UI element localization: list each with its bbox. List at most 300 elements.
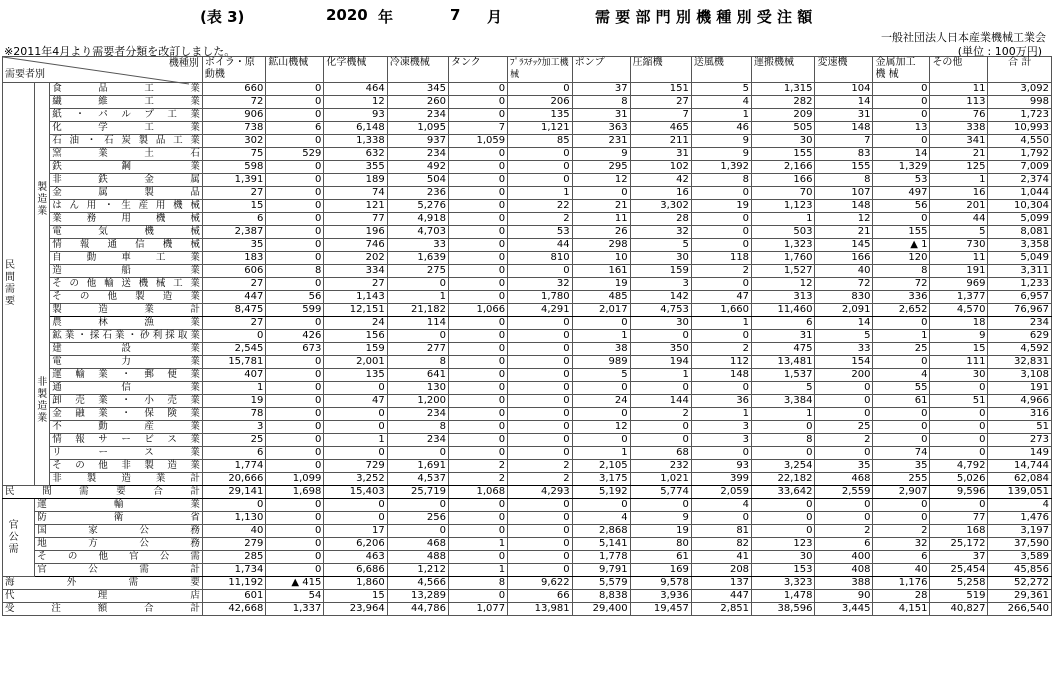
value-cell: 1 xyxy=(324,434,387,447)
value-cell: 1 xyxy=(691,408,751,421)
value-cell: 139,051 xyxy=(988,486,1052,499)
value-cell: 40,827 xyxy=(930,603,988,616)
table-row xyxy=(3,577,1052,590)
table-row xyxy=(3,135,1052,148)
value-cell: 426 xyxy=(266,330,324,343)
value-cell: 6 xyxy=(202,447,265,460)
value-cell: 4,753 xyxy=(630,304,691,317)
value-cell: 15 xyxy=(930,343,988,356)
value-cell: 5,141 xyxy=(572,538,630,551)
value-cell: 3,252 xyxy=(324,473,387,486)
value-cell: 0 xyxy=(266,395,324,408)
value-cell: 93 xyxy=(691,460,751,473)
value-cell: 399 xyxy=(691,473,751,486)
value-cell: 25,719 xyxy=(387,486,448,499)
value-cell: 0 xyxy=(324,382,387,395)
value-cell: 1 xyxy=(572,447,630,460)
value-cell: 36 xyxy=(691,395,751,408)
value-cell: 0 xyxy=(873,109,930,122)
value-cell: 255 xyxy=(873,473,930,486)
value-cell: 464 xyxy=(324,83,387,96)
value-cell: 3,175 xyxy=(572,473,630,486)
value-cell: 159 xyxy=(630,265,691,278)
value-cell: 1 xyxy=(449,538,508,551)
col-header: ﾌﾟﾗｽﾁｯｸ加工機械 xyxy=(508,57,572,83)
value-cell: 1,778 xyxy=(572,551,630,564)
value-cell: 3,302 xyxy=(630,200,691,213)
value-cell: 313 xyxy=(752,291,815,304)
row-label: 繊維工業 xyxy=(50,96,203,109)
value-cell: 202 xyxy=(324,252,387,265)
value-cell: 35 xyxy=(873,460,930,473)
row-label: 通信業 xyxy=(50,382,203,395)
value-cell: 85 xyxy=(508,135,572,148)
value-cell: 0 xyxy=(266,252,324,265)
value-cell: 5,049 xyxy=(988,252,1052,265)
value-cell: 8 xyxy=(572,96,630,109)
value-cell: 1,337 xyxy=(266,603,324,616)
value-cell: 0 xyxy=(266,187,324,200)
value-cell: 9 xyxy=(630,512,691,525)
value-cell: 148 xyxy=(691,369,751,382)
value-cell: 1,760 xyxy=(752,252,815,265)
table-row xyxy=(3,265,1052,278)
value-cell: 0 xyxy=(691,239,751,252)
value-cell: 0 xyxy=(815,382,873,395)
row-label: 情報サービス業 xyxy=(50,434,203,447)
value-cell: 35 xyxy=(815,460,873,473)
report-year: 2020 xyxy=(326,6,368,24)
row-label: 民間需要合計 xyxy=(3,486,203,499)
value-cell: 0 xyxy=(630,499,691,512)
value-cell: 12 xyxy=(324,96,387,109)
value-cell: 155 xyxy=(815,161,873,174)
value-cell: 0 xyxy=(449,408,508,421)
value-cell: 9 xyxy=(930,330,988,343)
col-header: 運搬機械 xyxy=(752,57,815,83)
table-row xyxy=(3,161,1052,174)
value-cell: 32 xyxy=(630,226,691,239)
value-cell: 1,066 xyxy=(449,304,508,317)
organization-name: 一般社団法人日本産業機械工業会 xyxy=(881,31,1046,44)
col-header: ポンプ xyxy=(572,57,630,83)
col-header: 変速機 xyxy=(815,57,873,83)
value-cell: 0 xyxy=(324,499,387,512)
value-cell: 0 xyxy=(691,512,751,525)
value-cell: 0 xyxy=(266,499,324,512)
value-cell: 0 xyxy=(508,356,572,369)
value-cell: 1 xyxy=(572,330,630,343)
value-cell: 3,384 xyxy=(752,395,815,408)
value-cell: 13 xyxy=(873,122,930,135)
table-row xyxy=(3,564,1052,577)
row-label: 電気機械 xyxy=(50,226,203,239)
value-cell: 14 xyxy=(815,96,873,109)
value-cell: 746 xyxy=(324,239,387,252)
value-cell: 2 xyxy=(449,473,508,486)
value-cell: 256 xyxy=(387,512,448,525)
group-label-manufacturing: 製 造 業 xyxy=(35,83,50,317)
value-cell: 14 xyxy=(815,317,873,330)
value-cell: 0 xyxy=(873,512,930,525)
value-cell: 0 xyxy=(691,213,751,226)
value-cell: 0 xyxy=(572,317,630,330)
value-cell: 1,639 xyxy=(387,252,448,265)
value-cell: 12 xyxy=(752,278,815,291)
table-row xyxy=(3,291,1052,304)
value-cell: 0 xyxy=(508,174,572,187)
value-cell: 0 xyxy=(873,83,930,96)
value-cell: 0 xyxy=(508,317,572,330)
value-cell: 529 xyxy=(266,148,324,161)
value-cell: 111 xyxy=(930,356,988,369)
value-cell: 27 xyxy=(202,278,265,291)
value-cell: 1 xyxy=(930,174,988,187)
value-cell: 166 xyxy=(815,252,873,265)
value-cell: 0 xyxy=(630,434,691,447)
value-cell: 0 xyxy=(387,330,448,343)
value-cell: 302 xyxy=(202,135,265,148)
value-cell: 19 xyxy=(630,525,691,538)
value-cell: 0 xyxy=(630,421,691,434)
value-cell: 0 xyxy=(752,499,815,512)
value-cell: 72 xyxy=(873,278,930,291)
value-cell: 505 xyxy=(752,122,815,135)
value-cell: 0 xyxy=(266,213,324,226)
value-cell: 4 xyxy=(988,499,1052,512)
value-cell: 4,592 xyxy=(988,343,1052,356)
row-label: 官公需計 xyxy=(35,564,203,577)
value-cell: 154 xyxy=(815,356,873,369)
corner-cell xyxy=(3,57,203,83)
report-header xyxy=(0,6,1054,28)
value-cell: 1,200 xyxy=(387,395,448,408)
value-cell: 27 xyxy=(202,317,265,330)
row-label: 代理店 xyxy=(3,590,203,603)
value-cell: 155 xyxy=(873,226,930,239)
value-cell: 4 xyxy=(873,369,930,382)
value-cell: 1 xyxy=(752,213,815,226)
value-cell: 13,981 xyxy=(508,603,572,616)
value-cell: 33 xyxy=(815,343,873,356)
value-cell: 0 xyxy=(752,447,815,460)
value-cell: 0 xyxy=(508,343,572,356)
value-cell: 4,293 xyxy=(508,486,572,499)
value-cell: 0 xyxy=(815,512,873,525)
value-cell: 0 xyxy=(202,499,265,512)
value-cell: 0 xyxy=(266,408,324,421)
row-label: 金融業・保険業 xyxy=(50,408,203,421)
value-cell: 0 xyxy=(815,408,873,421)
table-row xyxy=(3,538,1052,551)
value-cell: 0 xyxy=(873,213,930,226)
value-cell: 90 xyxy=(815,590,873,603)
value-cell: 25 xyxy=(815,421,873,434)
value-cell: 3,108 xyxy=(988,369,1052,382)
value-cell: 12 xyxy=(572,174,630,187)
table-row xyxy=(3,356,1052,369)
value-cell: 0 xyxy=(387,447,448,460)
value-cell: 0 xyxy=(449,265,508,278)
value-cell: 5,258 xyxy=(930,577,988,590)
col-header: 冷凍機械 xyxy=(387,57,448,83)
value-cell: 56 xyxy=(873,200,930,213)
value-cell: 9,622 xyxy=(508,577,572,590)
value-cell: 0 xyxy=(449,343,508,356)
table-row xyxy=(3,213,1052,226)
value-cell: 148 xyxy=(815,200,873,213)
value-cell: 151 xyxy=(630,83,691,96)
value-cell: 0 xyxy=(266,525,324,538)
value-cell: 70 xyxy=(752,187,815,200)
value-cell: 0 xyxy=(324,512,387,525)
value-cell: 3 xyxy=(691,434,751,447)
value-cell: 32 xyxy=(508,278,572,291)
col-header: その他 xyxy=(930,57,988,83)
value-cell: 2,374 xyxy=(988,174,1052,187)
row-label: 防衛省 xyxy=(35,512,203,525)
orders-table xyxy=(2,56,1052,616)
value-cell: 3,311 xyxy=(988,265,1052,278)
value-cell: 447 xyxy=(691,590,751,603)
value-cell: ▲ 1 xyxy=(873,239,930,252)
value-cell: 1,077 xyxy=(449,603,508,616)
unit-label: (単位 : 100万円) xyxy=(957,45,1042,58)
value-cell: 135 xyxy=(324,369,387,382)
value-cell: 0 xyxy=(691,330,751,343)
table-row xyxy=(3,473,1052,486)
value-cell: 1 xyxy=(691,109,751,122)
value-cell: 0 xyxy=(449,96,508,109)
value-cell: 0 xyxy=(266,382,324,395)
value-cell: 1,660 xyxy=(691,304,751,317)
value-cell: 0 xyxy=(449,226,508,239)
value-cell: 4,566 xyxy=(387,577,448,590)
value-cell: 11,460 xyxy=(752,304,815,317)
value-cell: 9,596 xyxy=(930,486,988,499)
value-cell: 400 xyxy=(815,551,873,564)
value-cell: 830 xyxy=(815,291,873,304)
value-cell: 0 xyxy=(449,434,508,447)
value-cell: 22,182 xyxy=(752,473,815,486)
value-cell: 275 xyxy=(387,265,448,278)
value-cell: 113 xyxy=(930,96,988,109)
value-cell: 0 xyxy=(691,226,751,239)
value-cell: 11 xyxy=(930,83,988,96)
row-label: 業務用機械 xyxy=(50,213,203,226)
value-cell: 18 xyxy=(930,317,988,330)
value-cell: 341 xyxy=(930,135,988,148)
value-cell: 11 xyxy=(930,252,988,265)
value-cell: 1,323 xyxy=(752,239,815,252)
value-cell: 0 xyxy=(508,525,572,538)
row-label: その他輸送機械工業 xyxy=(50,278,203,291)
row-label: 受注額合計 xyxy=(3,603,203,616)
value-cell: 40 xyxy=(202,525,265,538)
value-cell: 7 xyxy=(815,135,873,148)
table-row xyxy=(3,369,1052,382)
value-cell: 4,570 xyxy=(930,304,988,317)
value-cell: 0 xyxy=(266,421,324,434)
value-cell: 0 xyxy=(387,525,448,538)
value-cell: 19,457 xyxy=(630,603,691,616)
value-cell: 0 xyxy=(266,109,324,122)
value-cell: 4 xyxy=(691,96,751,109)
value-cell: 0 xyxy=(266,278,324,291)
value-cell: 25,454 xyxy=(930,564,988,577)
value-cell: 0 xyxy=(266,551,324,564)
value-cell: 16 xyxy=(630,187,691,200)
value-cell: 61 xyxy=(873,395,930,408)
value-cell: 0 xyxy=(266,200,324,213)
value-cell: 0 xyxy=(572,434,630,447)
value-cell: 0 xyxy=(752,421,815,434)
table-row xyxy=(3,174,1052,187)
value-cell: 4,151 xyxy=(873,603,930,616)
value-cell: 26 xyxy=(572,226,630,239)
value-cell: 31 xyxy=(572,109,630,122)
value-cell: 4,550 xyxy=(988,135,1052,148)
value-cell: 4 xyxy=(691,499,751,512)
table-row xyxy=(3,421,1052,434)
value-cell: 1,099 xyxy=(266,473,324,486)
value-cell: 0 xyxy=(508,148,572,161)
value-cell: 28 xyxy=(873,590,930,603)
value-cell: 51 xyxy=(988,421,1052,434)
value-cell: 0 xyxy=(324,421,387,434)
table-row xyxy=(3,122,1052,135)
value-cell: 0 xyxy=(449,369,508,382)
value-cell: 0 xyxy=(508,434,572,447)
value-cell: 363 xyxy=(572,122,630,135)
value-cell: 25,172 xyxy=(930,538,988,551)
value-cell: 316 xyxy=(988,408,1052,421)
col-header: 化学機械 xyxy=(324,57,387,83)
value-cell: 0 xyxy=(266,83,324,96)
value-cell: 15 xyxy=(202,200,265,213)
value-cell: 1 xyxy=(630,369,691,382)
table-row xyxy=(3,525,1052,538)
value-cell: 2 xyxy=(630,408,691,421)
value-cell: 468 xyxy=(387,538,448,551)
value-cell: 21 xyxy=(572,200,630,213)
value-cell: 0 xyxy=(508,447,572,460)
value-cell: 1,537 xyxy=(752,369,815,382)
value-cell: 6,957 xyxy=(988,291,1052,304)
value-cell: 0 xyxy=(508,369,572,382)
value-cell: 1,792 xyxy=(988,148,1052,161)
value-cell: 14 xyxy=(873,148,930,161)
row-label: 運輸業・郵便業 xyxy=(50,369,203,382)
value-cell: 0 xyxy=(930,382,988,395)
value-cell: 53 xyxy=(873,174,930,187)
row-label: 電力業 xyxy=(50,356,203,369)
value-cell: 6,148 xyxy=(324,122,387,135)
value-cell: 388 xyxy=(815,577,873,590)
value-cell: 137 xyxy=(691,577,751,590)
value-cell: 104 xyxy=(815,83,873,96)
value-cell: 488 xyxy=(387,551,448,564)
table-row xyxy=(3,551,1052,564)
value-cell: 0 xyxy=(930,421,988,434)
value-cell: 19 xyxy=(691,200,751,213)
value-cell: 0 xyxy=(449,278,508,291)
value-cell: 503 xyxy=(752,226,815,239)
value-cell: 1,059 xyxy=(449,135,508,148)
value-cell: 1,068 xyxy=(449,486,508,499)
value-cell: 0 xyxy=(266,564,324,577)
value-cell: 0 xyxy=(873,317,930,330)
value-cell: 130 xyxy=(387,382,448,395)
value-cell: 66 xyxy=(508,590,572,603)
value-cell: 673 xyxy=(266,343,324,356)
value-cell: 3,936 xyxy=(630,590,691,603)
value-cell: 1 xyxy=(691,317,751,330)
value-cell: 2 xyxy=(873,525,930,538)
value-cell: 53 xyxy=(508,226,572,239)
value-cell: 0 xyxy=(387,278,448,291)
value-cell: 40 xyxy=(873,564,930,577)
value-cell: 738 xyxy=(202,122,265,135)
value-cell: 447 xyxy=(202,291,265,304)
value-cell: 641 xyxy=(387,369,448,382)
row-label: 建設業 xyxy=(50,343,203,356)
value-cell: 0 xyxy=(266,226,324,239)
value-cell: 0 xyxy=(752,512,815,525)
value-cell: 468 xyxy=(815,473,873,486)
table-row xyxy=(3,408,1052,421)
value-cell: 42 xyxy=(630,174,691,187)
value-cell: 334 xyxy=(324,265,387,278)
value-cell: 969 xyxy=(930,278,988,291)
value-cell: 11 xyxy=(572,213,630,226)
value-cell: 231 xyxy=(572,135,630,148)
table-row xyxy=(3,512,1052,525)
value-cell: 211 xyxy=(630,135,691,148)
value-cell: 1,774 xyxy=(202,460,265,473)
value-cell: 0 xyxy=(449,330,508,343)
header-row xyxy=(3,57,1052,83)
value-cell: 345 xyxy=(387,83,448,96)
table-number: (表 3) xyxy=(200,8,245,26)
value-cell: 30 xyxy=(630,252,691,265)
value-cell: 44,786 xyxy=(387,603,448,616)
col-header: 圧縮機 xyxy=(630,57,691,83)
value-cell: 30 xyxy=(752,551,815,564)
report-title: 需 要 部 門 別 機 種 別 受 注 額 xyxy=(595,8,813,26)
value-cell: 497 xyxy=(873,187,930,200)
value-cell: 0 xyxy=(508,538,572,551)
value-cell: 1,392 xyxy=(691,161,751,174)
value-cell: 13,481 xyxy=(752,356,815,369)
value-cell: 13,289 xyxy=(387,590,448,603)
value-cell: 1,723 xyxy=(988,109,1052,122)
col-header: 送風機 xyxy=(691,57,751,83)
value-cell: 336 xyxy=(873,291,930,304)
value-cell: 355 xyxy=(324,161,387,174)
value-cell: 234 xyxy=(387,408,448,421)
value-cell: 123 xyxy=(752,538,815,551)
row-label: 国家公務 xyxy=(35,525,203,538)
value-cell: 44 xyxy=(508,239,572,252)
value-cell: 0 xyxy=(449,317,508,330)
value-cell: 1,698 xyxy=(266,486,324,499)
table-row xyxy=(3,434,1052,447)
value-cell: 4,918 xyxy=(387,213,448,226)
value-cell: 0 xyxy=(266,239,324,252)
value-cell: 112 xyxy=(691,356,751,369)
value-cell: 10,304 xyxy=(988,200,1052,213)
